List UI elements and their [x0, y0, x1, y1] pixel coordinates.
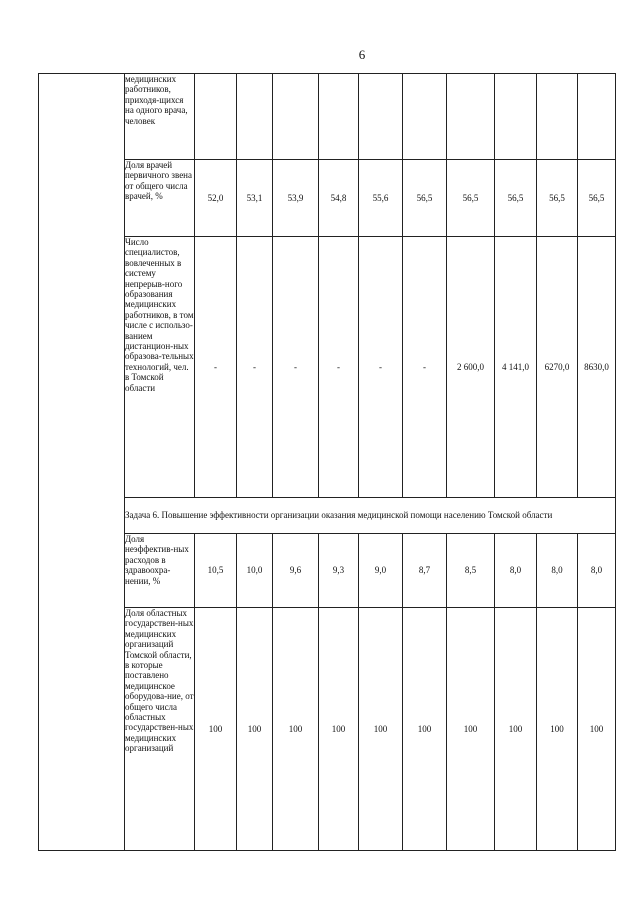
value-cell: 8,5 — [447, 534, 495, 608]
indicator-label: медицинских работников, приходя-щихся на одного врача, человек — [125, 74, 195, 160]
value-cell: - — [403, 237, 447, 498]
value-cell: - — [273, 237, 319, 498]
value-cell — [495, 74, 537, 160]
indicators-table — [38, 73, 616, 851]
value-cell: 10,0 — [237, 534, 273, 608]
value-cell: 9,3 — [319, 534, 359, 608]
table-row — [39, 160, 616, 237]
value-cell: - — [359, 237, 403, 498]
value-cell — [403, 74, 447, 160]
value-cell: 10,5 — [195, 534, 237, 608]
value-cell: 52,0 — [195, 160, 237, 237]
value-cell: 54,8 — [319, 160, 359, 237]
value-cell: 100 — [537, 608, 578, 851]
value-cell: 8,0 — [495, 534, 537, 608]
indicator-label: Доля неэффектив-ных расходов в здравоохра-нении, % — [125, 534, 195, 608]
value-cell: 56,5 — [447, 160, 495, 237]
indicator-label: Доля областных государствен-ных медицинских организаций Томской области, в которые поставлено медицинское оборудова-ние, от общего числа областных государствен-ных медицинских организаций — [125, 608, 195, 851]
value-cell: 100 — [319, 608, 359, 851]
value-cell: 8,0 — [537, 534, 578, 608]
task-heading: Задача 6. Повышение эффективности организации оказания медицинской помощи населению Томской области — [125, 498, 616, 534]
value-cell: 6270,0 — [537, 237, 578, 498]
value-cell: 53,1 — [237, 160, 273, 237]
table-row — [39, 534, 616, 608]
page-number: 6 — [358, 47, 366, 62]
value-cell: 56,5 — [578, 160, 616, 237]
value-cell — [578, 74, 616, 160]
value-cell — [195, 74, 237, 160]
value-cell: 8630,0 — [578, 237, 616, 498]
value-cell: 4 141,0 — [495, 237, 537, 498]
value-cell — [537, 74, 578, 160]
table-row — [39, 608, 616, 851]
value-cell — [447, 74, 495, 160]
value-cell: 53,9 — [273, 160, 319, 237]
value-cell — [359, 74, 403, 160]
indicator-label: Доля врачей первичного звена от общего числа врачей, % — [125, 160, 195, 237]
value-cell: 8,7 — [403, 534, 447, 608]
indicator-label: Число специалистов, вовлеченных в систему непрерыв-ного образования медицинских работников, в том числе с использо-ванием дистанцион-ных образова-тельных технологий, чел. в Томской области — [125, 237, 195, 498]
value-cell: 100 — [359, 608, 403, 851]
value-cell: 100 — [447, 608, 495, 851]
value-cell: 9,6 — [273, 534, 319, 608]
table-row — [39, 498, 616, 534]
number-column-cell — [39, 74, 125, 851]
table-row — [39, 74, 616, 160]
value-cell: 100 — [578, 608, 616, 851]
value-cell: - — [195, 237, 237, 498]
value-cell: 100 — [273, 608, 319, 851]
value-cell: 56,5 — [403, 160, 447, 237]
value-cell — [237, 74, 273, 160]
value-cell: 56,5 — [537, 160, 578, 237]
value-cell: 100 — [495, 608, 537, 851]
value-cell — [273, 74, 319, 160]
value-cell: 100 — [403, 608, 447, 851]
value-cell: 55,6 — [359, 160, 403, 237]
value-cell: 56,5 — [495, 160, 537, 237]
value-cell: - — [319, 237, 359, 498]
value-cell: 9,0 — [359, 534, 403, 608]
table-row — [39, 237, 616, 498]
value-cell: - — [237, 237, 273, 498]
value-cell: 2 600,0 — [447, 237, 495, 498]
value-cell: 100 — [237, 608, 273, 851]
value-cell: 8,0 — [578, 534, 616, 608]
value-cell — [319, 74, 359, 160]
value-cell: 100 — [195, 608, 237, 851]
